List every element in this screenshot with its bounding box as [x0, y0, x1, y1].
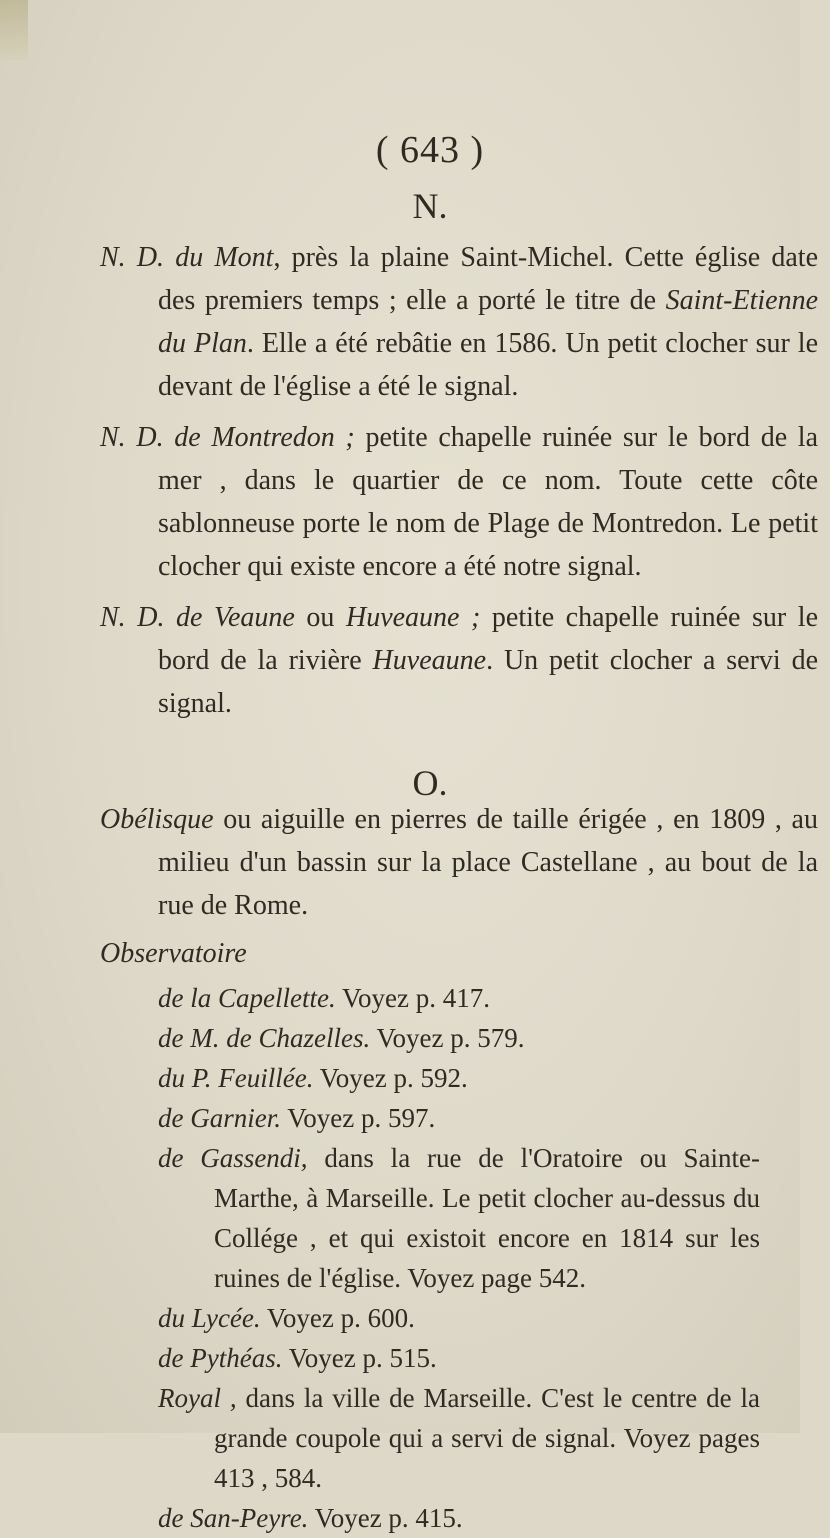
item-text: Voyez p. 597. [281, 1103, 436, 1133]
observatoire-item [158, 1378, 760, 1498]
item-head: de Gassendi, [158, 1143, 308, 1173]
item-text: Voyez p. 579. [370, 1023, 525, 1053]
entry-nd-de-veaune [100, 596, 818, 725]
page-corner-stain [0, 0, 28, 60]
item-head: de San-Peyre. [158, 1503, 309, 1533]
section-heading-o: O. [412, 763, 448, 803]
observatoire-item [158, 978, 760, 1018]
page-number: ( 643 ) [375, 129, 485, 171]
observatoire-list [158, 978, 760, 1538]
entry-head: N. D. de Montredon ; [100, 422, 355, 453]
observatoire-item [158, 1098, 760, 1138]
entry-text: . Un petit clocher a servi de signal. [158, 645, 818, 719]
item-head: du P. Feuillée. [158, 1063, 314, 1093]
item-head: de M. de Chazelles. [158, 1023, 371, 1053]
entry-text: petite chapelle ruinée sur le bord de la rivière [158, 602, 819, 676]
item-head: du Lycée. [158, 1303, 261, 1333]
observatoire-item [158, 1498, 760, 1538]
observatoire-heading: Observatoire [100, 938, 247, 969]
entry-text: petite chapelle ruinée sur le bord de la mer , dans le quartier de ce nom. Toute cette côte sablonneuse porte le nom de Plage de Montredon. Le petit clocher qui existe encore a été notre signal. [158, 422, 819, 582]
entry-italic: Huveaune ; [345, 602, 481, 633]
entry-italic: Saint-Etienne du Plan [158, 285, 818, 359]
entry-italic: Huveaune [372, 645, 487, 676]
item-text: Voyez p. 600. [260, 1303, 415, 1333]
section-heading-n: N. [412, 186, 448, 226]
entry-nd-du-mont [100, 236, 818, 408]
item-head: de Pythéas. [158, 1343, 283, 1373]
entry-nd-de-montredon [100, 416, 818, 588]
item-text: Voyez p. 592. [313, 1063, 468, 1093]
observatoire-item [158, 1298, 760, 1338]
item-head: Royal , [158, 1383, 237, 1413]
entry-head: N. D. de Veaune [100, 602, 295, 633]
item-text: Voyez p. 417. [335, 983, 490, 1013]
item-head: de la Capellette. [158, 983, 336, 1013]
observatoire-item [158, 1058, 760, 1098]
entry-head: N. D. du Mont [100, 242, 274, 273]
item-head: de Garnier. [158, 1103, 281, 1133]
item-text: dans la ville de Marseille. C'est le centre de la grande coupole qui a servi de signal. Voyez pages 413 , 584. [214, 1383, 760, 1493]
item-text: Voyez p. 515. [282, 1343, 437, 1373]
entry-text: ou aiguille en pierres de taille érigée , en 1809 , au milieu d'un bassin sur la place Castellane , au bout de la rue de Rome. [158, 804, 818, 921]
entry-head: Obélisque [100, 804, 214, 835]
observatoire-item [158, 1018, 760, 1058]
entry-text: ou [294, 602, 346, 633]
entry-text: . Elle a été rebâtie en 1586. Un petit clocher sur le devant de l'église a été le signal. [158, 328, 819, 402]
entry-obelisque [100, 798, 818, 927]
item-text: Voyez p. 415. [308, 1503, 463, 1533]
observatoire-item [158, 1138, 760, 1298]
entry-text: , près la plaine Saint-Michel. Cette église date des premiers temps ; elle a porté le titre de [158, 242, 819, 316]
item-text: dans la rue de l'Oratoire ou Sainte-Marthe, à Marseille. Le petit clocher au-dessus du Collége , et qui existoit encore en 1814 sur les ruines de l'église. Voyez page 542. [214, 1143, 761, 1293]
observatoire-item [158, 1338, 760, 1378]
